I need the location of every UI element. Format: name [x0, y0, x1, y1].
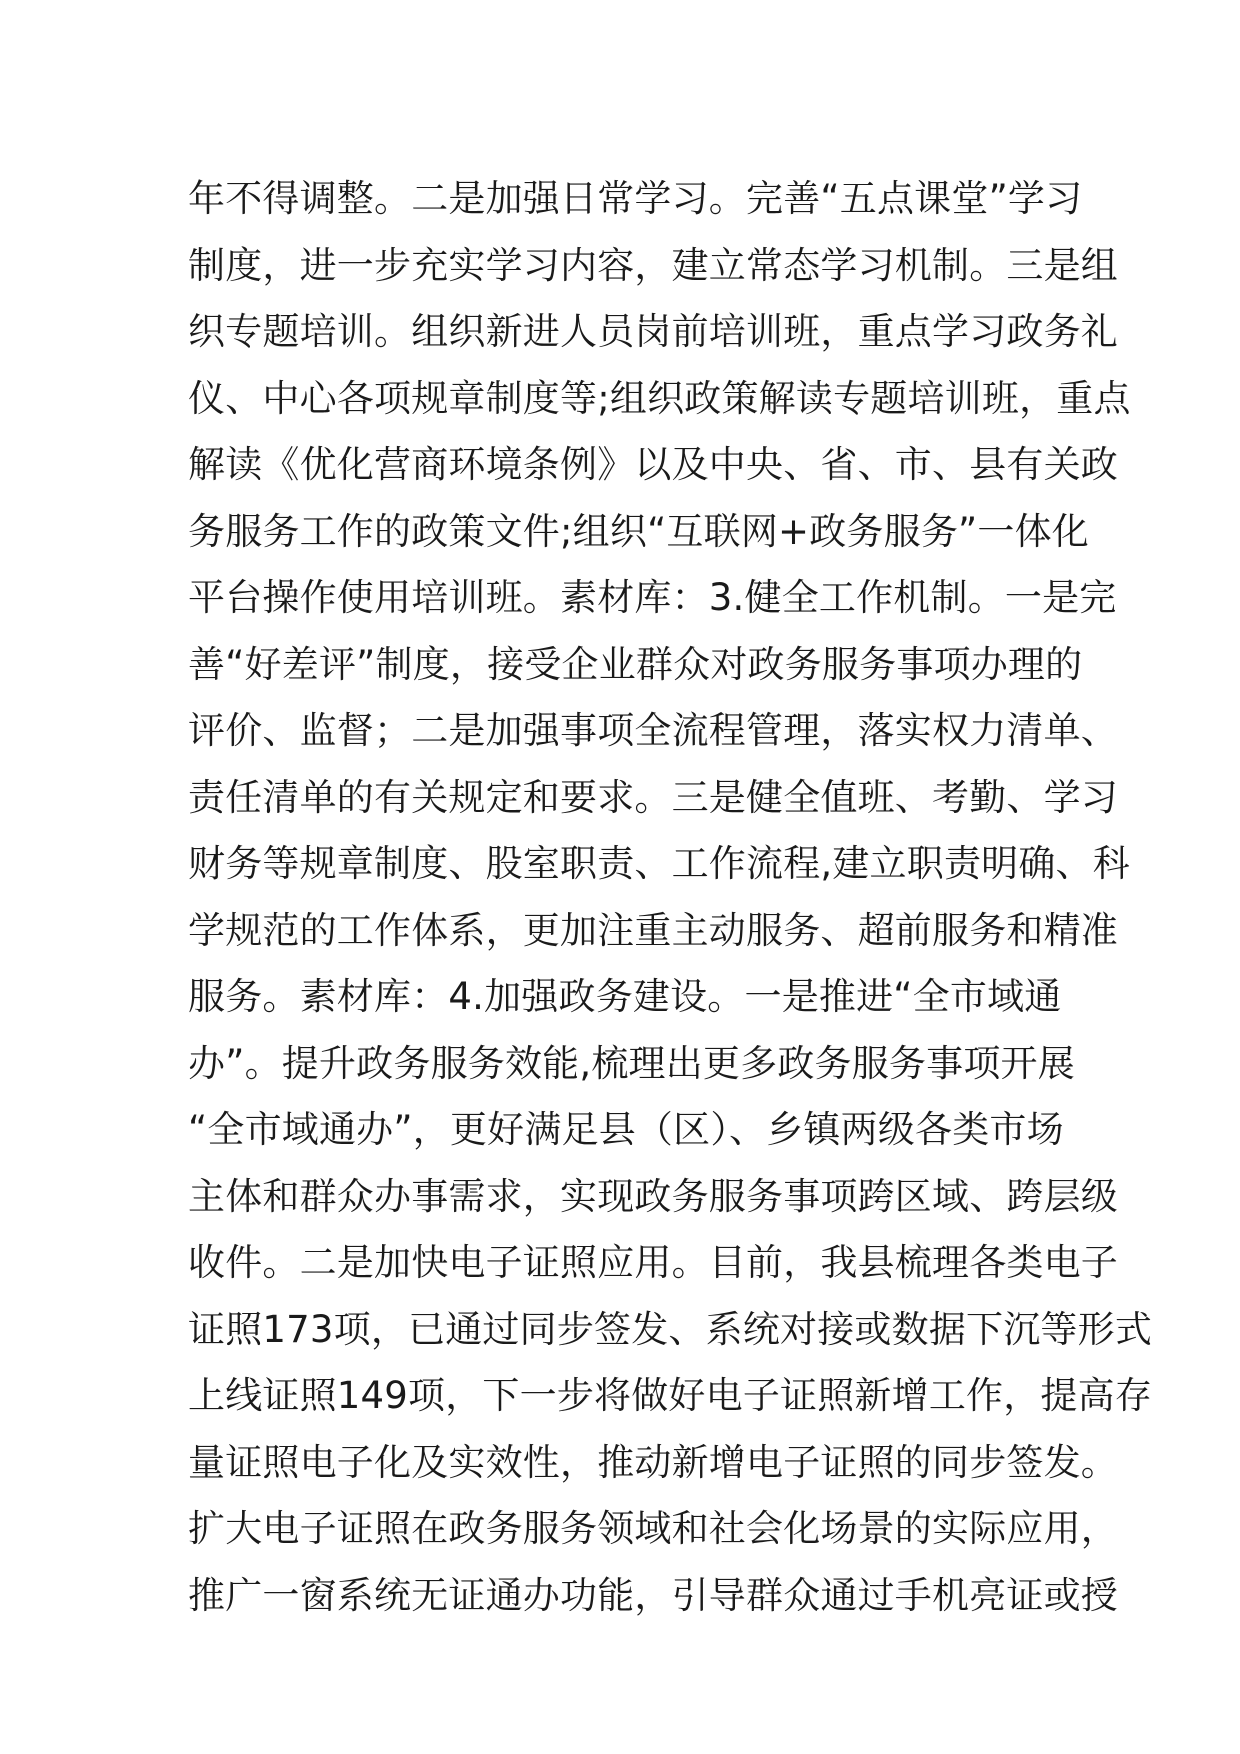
- text-line: 证照173项，已通过同步签发、系统对接或数据下沉等形式: [188, 1307, 1153, 1351]
- body-text: [188, 166, 1153, 1629]
- text-line: 织专题培训。组织新进人员岗前培训班，重点学习政务礼: [188, 310, 1118, 353]
- text-line: 年不得调整。二是加强日常学习。完善“五点课堂”学习: [188, 177, 1083, 220]
- text-line: 平台操作使用培训班。素材库：3.健全工作机制。一是完: [188, 576, 1117, 619]
- text-line: 务服务工作的政策文件;组织“互联网+政务服务”一体化: [188, 509, 1090, 553]
- text-line: 服务。素材库：4.加强政务建设。一是推进“全市域通: [188, 975, 1062, 1018]
- text-line: 制度，进一步充实学习内容，建立常态学习机制。三是组: [188, 243, 1118, 287]
- text-line: 扩大电子证照在政务服务领域和社会化场景的实际应用，: [188, 1507, 1118, 1550]
- text-line: 仪、中心各项规章制度等;组织政策解读专题培训班，重点: [188, 376, 1131, 420]
- text-line: 学规范的工作体系，更加注重主动服务、超前服务和精准: [188, 908, 1118, 952]
- text-line: 主体和群众办事需求，实现政务服务事项跨区域、跨层级: [188, 1174, 1118, 1218]
- text-line: “全市域通办”，更好满足县（区）、乡镇两级各类市场: [188, 1108, 1064, 1151]
- text-line: 收件。二是加快电子证照应用。目前，我县梳理各类电子: [188, 1241, 1118, 1284]
- text-line: 评价、监督；二是加强事项全流程管理，落实权力清单、: [188, 709, 1118, 752]
- text-line: 责任清单的有关规定和要求。三是健全值班、考勤、学习: [188, 775, 1118, 819]
- text-line: 解读《优化营商环境条例》以及中央、省、市、县有关政: [188, 443, 1118, 486]
- text-line: 善“好差评”制度，接受企业群众对政务服务事项办理的: [188, 642, 1083, 686]
- text-line: 财务等规章制度、股室职责、工作流程,建立职责明确、科: [188, 842, 1130, 885]
- text-line: 推广一窗系统无证通办功能，引导群众通过手机亮证或授: [188, 1573, 1118, 1617]
- text-line: 上线证照149项，下一步将做好电子证照新增工作，提高存: [188, 1374, 1153, 1417]
- text-line: 量证照电子化及实效性，推动新增电子证照的同步签发。: [188, 1440, 1118, 1484]
- text-line: 办”。提升政务服务效能,梳理出更多政务服务事项开展: [188, 1041, 1075, 1085]
